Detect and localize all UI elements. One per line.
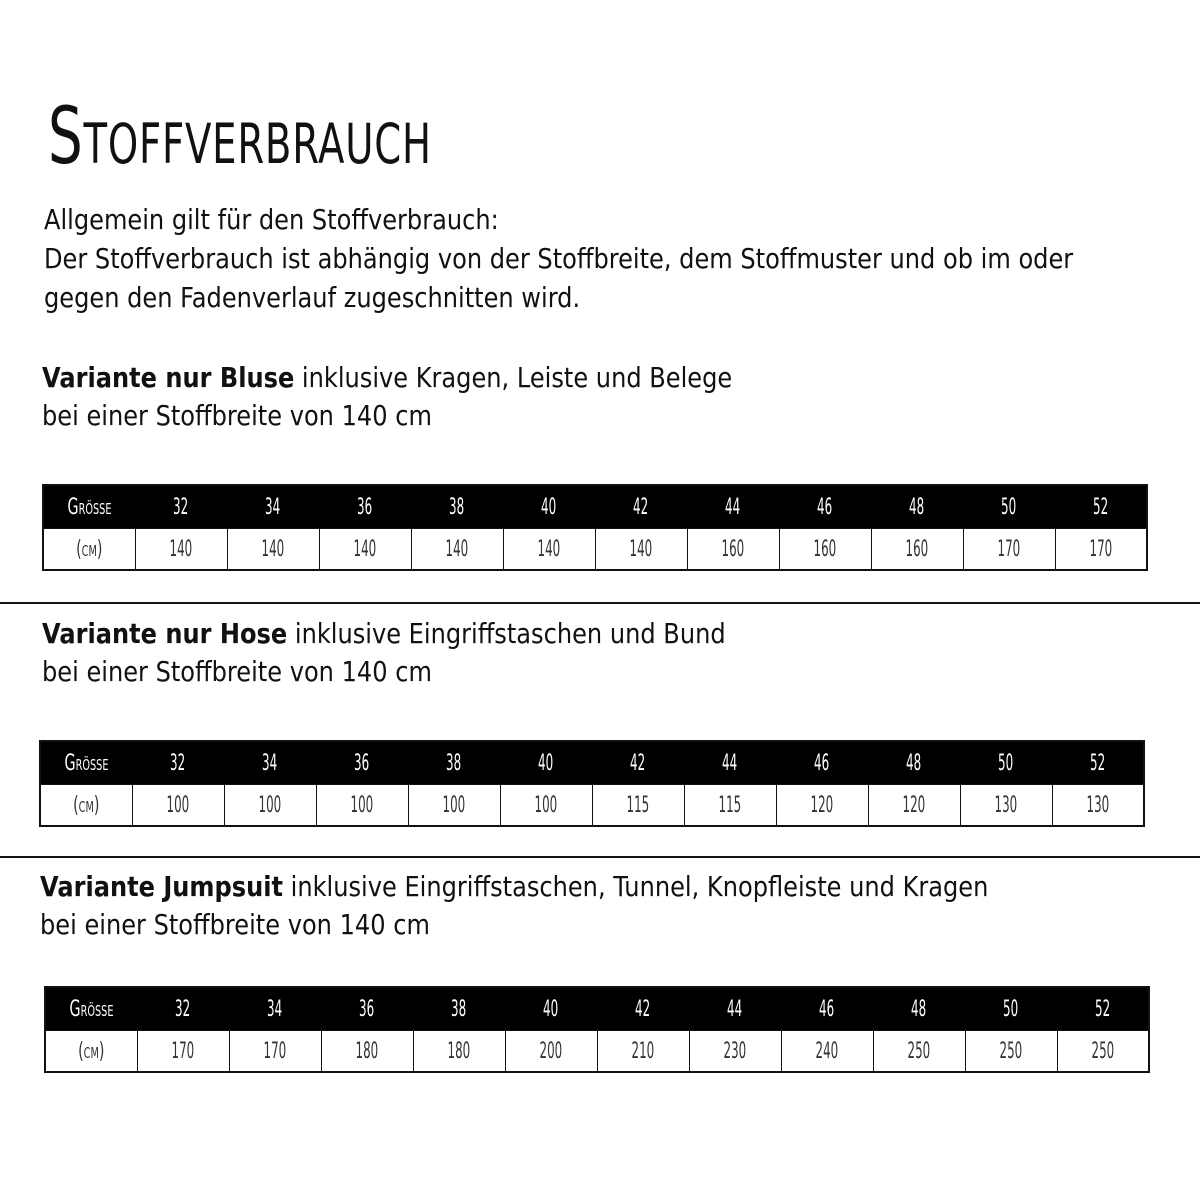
size-header-cell-text: 46 (819, 996, 835, 1022)
size-header-cell (965, 987, 1057, 1031)
size-header-cell-text: 38 (451, 996, 467, 1022)
fabric-amount-cell-text: 140 (537, 536, 561, 562)
section-heading-hose (42, 615, 726, 691)
fabric-amount-cell-text: 180 (355, 1038, 379, 1064)
fabric-amount-cell (505, 1031, 597, 1073)
size-header-cell (1057, 987, 1149, 1031)
size-header-cell (224, 741, 316, 785)
size-header-cell-text: 32 (170, 750, 186, 776)
table-header-row (45, 987, 1149, 1031)
fabric-amount-cell (1057, 1031, 1149, 1073)
size-header-cell-text: 44 (722, 750, 738, 776)
intro-line: Allgemein gilt für den Stoffverbrauch: (44, 203, 499, 236)
fabric-table-bluse (42, 484, 1148, 571)
fabric-amount-cell-text: 100 (350, 792, 374, 818)
size-header-label-text: Größe (64, 750, 109, 776)
size-header-cell-text: 52 (1090, 750, 1106, 776)
size-header-cell-text: 38 (449, 494, 465, 520)
size-header-cell (1055, 485, 1147, 529)
size-header-cell-text: 36 (354, 750, 370, 776)
fabric-amount-cell (779, 529, 871, 571)
fabric-amount-cell-text: 100 (442, 792, 466, 818)
table-header-row (40, 741, 1144, 785)
section-subline: bei einer Stoffbreite von 140 cm (42, 399, 432, 432)
table-value-row (40, 785, 1144, 827)
size-header-cell (595, 485, 687, 529)
fabric-amount-cell (873, 1031, 965, 1073)
size-header-cell (500, 741, 592, 785)
size-header-label-text: Größe (69, 996, 114, 1022)
size-header-cell-text: 40 (541, 494, 557, 520)
size-header-cell (505, 987, 597, 1031)
size-header-cell-text: 44 (727, 996, 743, 1022)
fabric-amount-cell (965, 1031, 1057, 1073)
fabric-amount-cell-text: 100 (166, 792, 190, 818)
fabric-amount-cell (595, 529, 687, 571)
fabric-amount-cell-text: 140 (629, 536, 653, 562)
size-header-cell (689, 987, 781, 1031)
fabric-amount-cell (229, 1031, 321, 1073)
fabric-amount-cell-text: 160 (721, 536, 745, 562)
unit-row-label-text: (cm) (73, 792, 100, 818)
fabric-amount-cell-text: 115 (626, 792, 650, 818)
section-divider (0, 856, 1200, 858)
fabric-table-jumpsuit (44, 986, 1150, 1073)
section-divider (0, 602, 1200, 604)
size-header-cell (321, 987, 413, 1031)
size-header-cell-text: 42 (635, 996, 651, 1022)
fabric-amount-cell-text: 210 (631, 1038, 655, 1064)
size-header-cell (781, 987, 873, 1031)
intro-line: Der Stoffverbrauch ist abhängig von der Stoffbreite, dem Stoffmuster und ob im oder (44, 242, 1074, 275)
fabric-amount-cell (135, 529, 227, 571)
size-header-cell (411, 485, 503, 529)
size-header-label-text: Größe (67, 494, 112, 520)
unit-row-label (45, 1031, 137, 1073)
fabric-amount-cell (224, 785, 316, 827)
fabric-amount-cell (411, 529, 503, 571)
fabric-amount-cell-text: 160 (813, 536, 837, 562)
intro-text (44, 200, 1073, 317)
section-subline: bei einer Stoffbreite von 140 cm (42, 655, 432, 688)
section-heading-bluse (42, 359, 732, 435)
fabric-amount-cell (321, 1031, 413, 1073)
fabric-amount-cell-text: 170 (263, 1038, 287, 1064)
section-heading-rest: inklusive Kragen, Leiste und Belege (294, 361, 733, 394)
fabric-amount-cell-text: 140 (445, 536, 469, 562)
fabric-amount-cell-text: 120 (902, 792, 926, 818)
fabric-amount-cell-text: 120 (810, 792, 834, 818)
size-header-cell (503, 485, 595, 529)
fabric-amount-cell (963, 529, 1055, 571)
fabric-table-hose (39, 740, 1145, 827)
size-header-cell (316, 741, 408, 785)
table-value-row (43, 529, 1147, 571)
fabric-amount-cell (500, 785, 592, 827)
fabric-amount-cell-text: 130 (1086, 792, 1110, 818)
size-header-cell (229, 987, 321, 1031)
size-header-cell-text: 48 (909, 494, 925, 520)
size-header-cell (963, 485, 1055, 529)
section-heading-bold: Variante nur Hose (42, 617, 288, 650)
fabric-amount-cell-text: 100 (258, 792, 282, 818)
unit-row-label (40, 785, 132, 827)
size-header-cell (1052, 741, 1144, 785)
page-title: Stoffverbrauch (48, 92, 432, 182)
fabric-amount-cell (408, 785, 500, 827)
fabric-amount-cell (1055, 529, 1147, 571)
size-header-label (43, 485, 135, 529)
size-header-cell-text: 50 (1001, 494, 1017, 520)
fabric-amount-cell (413, 1031, 505, 1073)
size-header-cell-text: 52 (1093, 494, 1109, 520)
section-subline: bei einer Stoffbreite von 140 cm (40, 908, 430, 941)
fabric-amount-cell (1052, 785, 1144, 827)
size-header-cell (776, 741, 868, 785)
size-header-cell (684, 741, 776, 785)
fabric-amount-cell-text: 170 (997, 536, 1021, 562)
size-header-cell-text: 36 (357, 494, 373, 520)
size-header-cell (413, 987, 505, 1031)
fabric-amount-cell-text: 240 (815, 1038, 839, 1064)
fabric-amount-cell-text: 180 (447, 1038, 471, 1064)
fabric-amount-cell (868, 785, 960, 827)
size-header-cell-text: 34 (265, 494, 281, 520)
size-header-cell-text: 52 (1095, 996, 1111, 1022)
size-header-cell-text: 36 (359, 996, 375, 1022)
fabric-amount-cell-text: 115 (718, 792, 742, 818)
fabric-amount-cell-text: 170 (1089, 536, 1113, 562)
size-header-cell-text: 46 (814, 750, 830, 776)
fabric-amount-cell-text: 170 (171, 1038, 195, 1064)
fabric-amount-cell (592, 785, 684, 827)
size-header-label (40, 741, 132, 785)
fabric-amount-cell-text: 230 (723, 1038, 747, 1064)
fabric-amount-cell (871, 529, 963, 571)
size-header-cell (871, 485, 963, 529)
fabric-amount-cell (689, 1031, 781, 1073)
fabric-amount-cell (132, 785, 224, 827)
size-header-cell (873, 987, 965, 1031)
size-header-cell-text: 48 (911, 996, 927, 1022)
section-heading-jumpsuit (40, 868, 988, 944)
fabric-amount-cell-text: 160 (905, 536, 929, 562)
fabric-amount-cell (776, 785, 868, 827)
fabric-amount-cell-text: 130 (994, 792, 1018, 818)
size-header-cell-text: 34 (267, 996, 283, 1022)
section-heading-bold: Variante Jumpsuit (40, 870, 283, 903)
size-header-cell-text: 32 (175, 996, 191, 1022)
fabric-amount-cell-text: 200 (539, 1038, 563, 1064)
size-header-cell-text: 32 (173, 494, 189, 520)
size-header-cell (960, 741, 1052, 785)
size-header-cell (687, 485, 779, 529)
size-header-cell (227, 485, 319, 529)
size-header-label (45, 987, 137, 1031)
size-header-cell-text: 42 (630, 750, 646, 776)
fabric-amount-cell-text: 100 (534, 792, 558, 818)
fabric-amount-cell (503, 529, 595, 571)
fabric-amount-cell (227, 529, 319, 571)
size-header-cell (868, 741, 960, 785)
size-header-cell-text: 50 (998, 750, 1014, 776)
size-header-cell (597, 987, 689, 1031)
size-header-cell (408, 741, 500, 785)
unit-row-label (43, 529, 135, 571)
size-header-cell-text: 40 (543, 996, 559, 1022)
size-header-cell (592, 741, 684, 785)
size-header-cell-text: 42 (633, 494, 649, 520)
intro-line: gegen den Fadenverlauf zugeschnitten wird. (44, 281, 581, 314)
fabric-amount-cell (319, 529, 411, 571)
fabric-amount-cell (316, 785, 408, 827)
fabric-amount-cell-text: 140 (169, 536, 193, 562)
size-header-cell-text: 34 (262, 750, 278, 776)
fabric-amount-cell (137, 1031, 229, 1073)
size-header-cell-text: 44 (725, 494, 741, 520)
size-header-cell-text: 50 (1003, 996, 1019, 1022)
size-header-cell-text: 46 (817, 494, 833, 520)
unit-row-label-text: (cm) (76, 536, 103, 562)
fabric-amount-cell-text: 250 (907, 1038, 931, 1064)
unit-row-label-text: (cm) (78, 1038, 105, 1064)
fabric-amount-cell-text: 250 (1091, 1038, 1115, 1064)
table-header-row (43, 485, 1147, 529)
size-header-cell (319, 485, 411, 529)
fabric-amount-cell (597, 1031, 689, 1073)
section-heading-rest: inklusive Eingriffstaschen und Bund (287, 617, 726, 650)
size-header-cell (132, 741, 224, 785)
fabric-amount-cell-text: 250 (999, 1038, 1023, 1064)
fabric-amount-cell (684, 785, 776, 827)
fabric-amount-cell-text: 140 (353, 536, 377, 562)
table-value-row (45, 1031, 1149, 1073)
section-heading-bold: Variante nur Bluse (42, 361, 295, 394)
size-header-cell (137, 987, 229, 1031)
fabric-amount-cell (687, 529, 779, 571)
size-header-cell-text: 48 (906, 750, 922, 776)
fabric-amount-cell-text: 140 (261, 536, 285, 562)
section-heading-rest: inklusive Eingriffstaschen, Tunnel, Knopfleiste und Kragen (282, 870, 989, 903)
size-header-cell-text: 40 (538, 750, 554, 776)
size-header-cell (779, 485, 871, 529)
size-header-cell (135, 485, 227, 529)
fabric-amount-cell (781, 1031, 873, 1073)
size-header-cell-text: 38 (446, 750, 462, 776)
fabric-amount-cell (960, 785, 1052, 827)
